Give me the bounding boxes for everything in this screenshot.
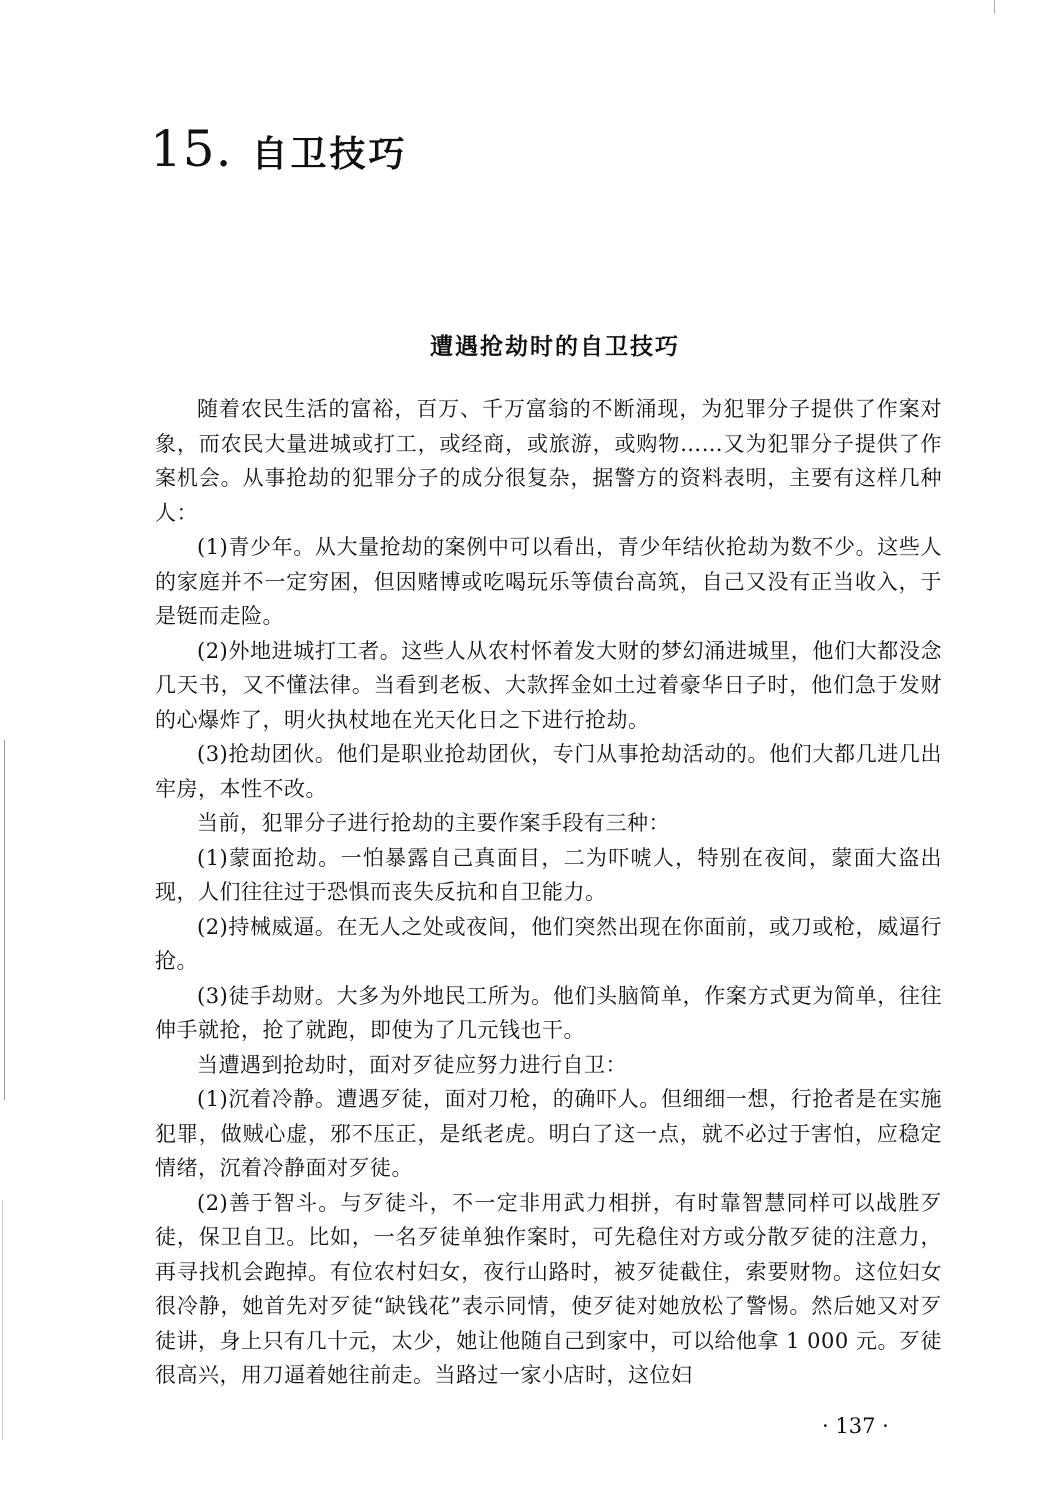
paragraph: (1)蒙面抢劫。一怕暴露自己真面目，二为吓唬人，特别在夜间，蒙面大盗出现，人们往往过于恐惧而丧失反抗和自卫能力。 bbox=[155, 845, 942, 904]
paragraph: (1)沉着冷静。遭遇歹徒，面对刀枪，的确吓人。但细细一想，行抢者是在实施犯罪，做贼心虚，邪不压正，是纸老虎。明白了这一点，就不必过于害怕，应稳定情绪，沉着冷静面对歹徒。 bbox=[155, 1087, 942, 1180]
page-number: · 137 · bbox=[822, 1414, 889, 1438]
scan-edge-line bbox=[4, 740, 5, 1100]
section-title: 遭遇抢劫时的自卫技巧 bbox=[430, 334, 680, 360]
paragraph: (2)外地进城打工者。这些人从农村怀着发大财的梦幻涌进城里，他们大都没念几天书，又不懂法律。当看到老板、大款挥金如土过着豪华日子时，他们急于发财的心爆炸了，明火执杖地在光天化日之下进行抢劫。 bbox=[155, 638, 942, 732]
paragraph: 当前，犯罪分子进行抢劫的主要作案手段有三种： bbox=[197, 811, 670, 835]
paragraph: (1)青少年。从大量抢劫的案例中可以看出，青少年结伙抢劫为数不少。这些人的家庭并不一定穷困，但因赌博或吃喝玩乐等债台高筑，自己又没有正当收入，于是铤而走险。 bbox=[155, 535, 942, 628]
paragraph: (2)持械威逼。在无人之处或夜间，他们突然出现在你面前，或刀或枪，威逼行抢。 bbox=[155, 914, 942, 973]
scan-edge-line-lower bbox=[2, 1200, 3, 1440]
paragraph: 当遭遇到抢劫时，面对歹徒应努力进行自卫： bbox=[197, 1052, 627, 1077]
chapter-number: 15 bbox=[150, 120, 216, 178]
chapter-heading bbox=[150, 120, 408, 200]
scan-corner-mark bbox=[994, 0, 995, 14]
paragraph: (3)抢劫团伙。他们是职业抢劫团伙，专门从事抢劫活动的。他们大都几进几出牢房，本性不改。 bbox=[155, 742, 942, 801]
body-text bbox=[155, 392, 942, 1393]
paragraph: 随着农民生活的富裕，百万、千万富翁的不断涌现，为犯罪分子提供了作案对象，而农民大量进城或打工，或经商，或旅游，或购物……又为犯罪分子提供了作案机会。从事抢劫的犯罪分子的成分很复杂，据警方的资料表明，主要有这样几种人： bbox=[155, 397, 942, 525]
chapter-separator: . bbox=[215, 120, 232, 178]
paragraph: (3)徒手劫财。大多为外地民工所为。他们头脑简单，作案方式更为简单，往往伸手就抢，抢了就跑，即使为了几元钱也干。 bbox=[155, 983, 942, 1042]
paragraph: (2)善于智斗。与歹徒斗，不一定非用武力相拼，有时靠智慧同样可以战胜歹徒，保卫自卫。比如，一名歹徒单独作案时，可先稳住对方或分散歹徒的注意力，再寻找机会跑掉。有位农村妇女，夜行山路时，被歹徒截住，索要财物。这位妇女很冷静，她首先对歹徒“缺钱花”表示同情，使歹徒对她放松了警惕。然后她又对歹徒讲，身上只有几十元，太少，她让他随自己到家中，可以给他拿 1 000 元。歹徒很高兴，用刀逼着她往前走。当路过一家小店时，这位妇 bbox=[155, 1190, 942, 1387]
chapter-title: 自卫技巧 bbox=[251, 134, 408, 175]
